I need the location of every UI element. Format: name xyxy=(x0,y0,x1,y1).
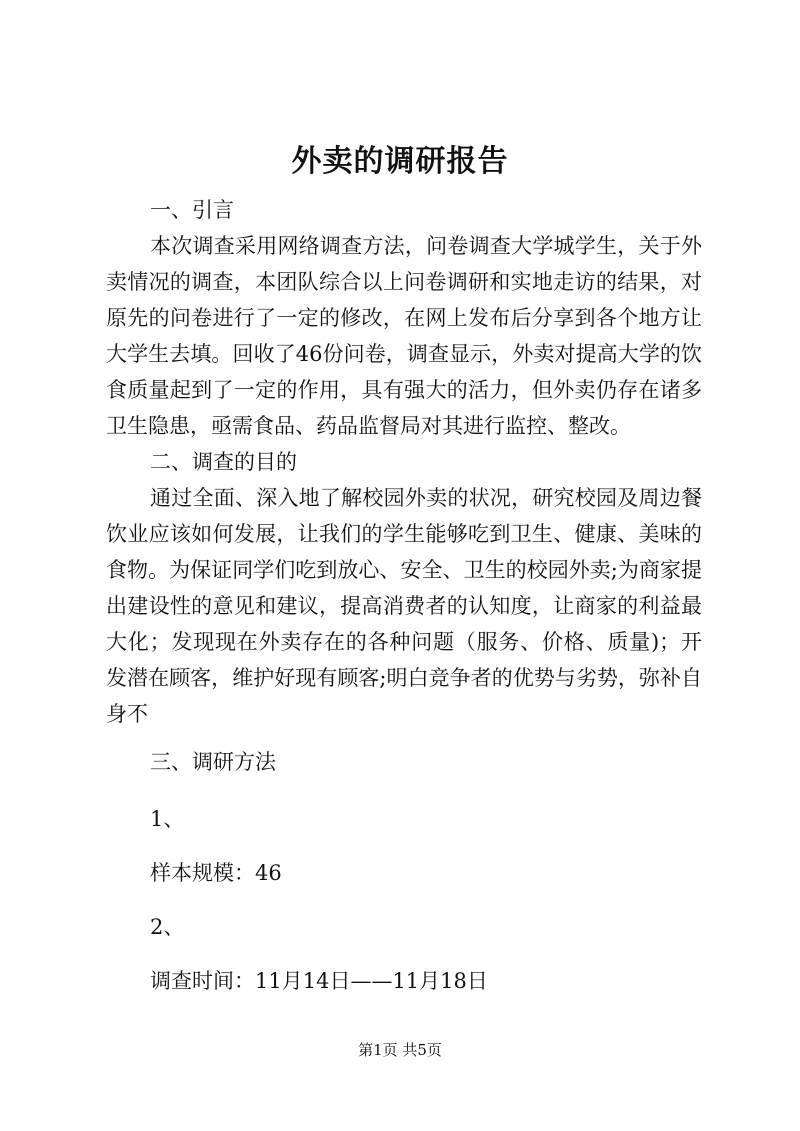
section-heading-intro: 一、引言 xyxy=(150,198,234,222)
method-item: 1、 xyxy=(150,807,185,831)
method-item: 2、 xyxy=(150,915,185,939)
section-heading-purpose: 二、调查的目的 xyxy=(150,450,297,474)
section-heading-method: 三、调研方法 xyxy=(150,750,276,774)
method-item: 样本规模：46 xyxy=(150,861,282,885)
method-item: 调查时间：11月14日——11月18日 xyxy=(150,969,488,993)
paragraph-intro: 本次调查采用网络调查方法，问卷调查大学城学生，关于外卖情况的调查，本团队综合以上问卷调研和实地走访的结果，对原先的问卷进行了一定的修改，在网上发布后分享到各个地方让大学生去填。回收了46份问卷，调查显示，外卖对提高大学的饮食质量起到了一定的作用，具有强大的活力，但外卖仍存在诸多卫生隐患，亟需食品、药品监督局对其进行监控、整改。 xyxy=(106,234,702,438)
page-footer: 第1页 共5页 xyxy=(358,1041,442,1059)
document-body xyxy=(106,192,702,1008)
document-title: 外卖的调研报告 xyxy=(291,144,509,179)
paragraph-purpose: 通过全面、深入地了解校园外卖的状况，研究校园及周边餐饮业应该如何发展，让我们的学生能够吃到卫生、健康、美味的食物。为保证同学们吃到放心、安全、卫生的校园外卖;为商家提出建设性的意见和建议，提高消费者的认知度，让商家的利益最大化；发现现在外卖存在的各种问题（服务、价格、质量)；开发潜在顾客，维护好现有顾客;明白竞争者的优势与劣势，弥补自身不 xyxy=(106,486,702,726)
